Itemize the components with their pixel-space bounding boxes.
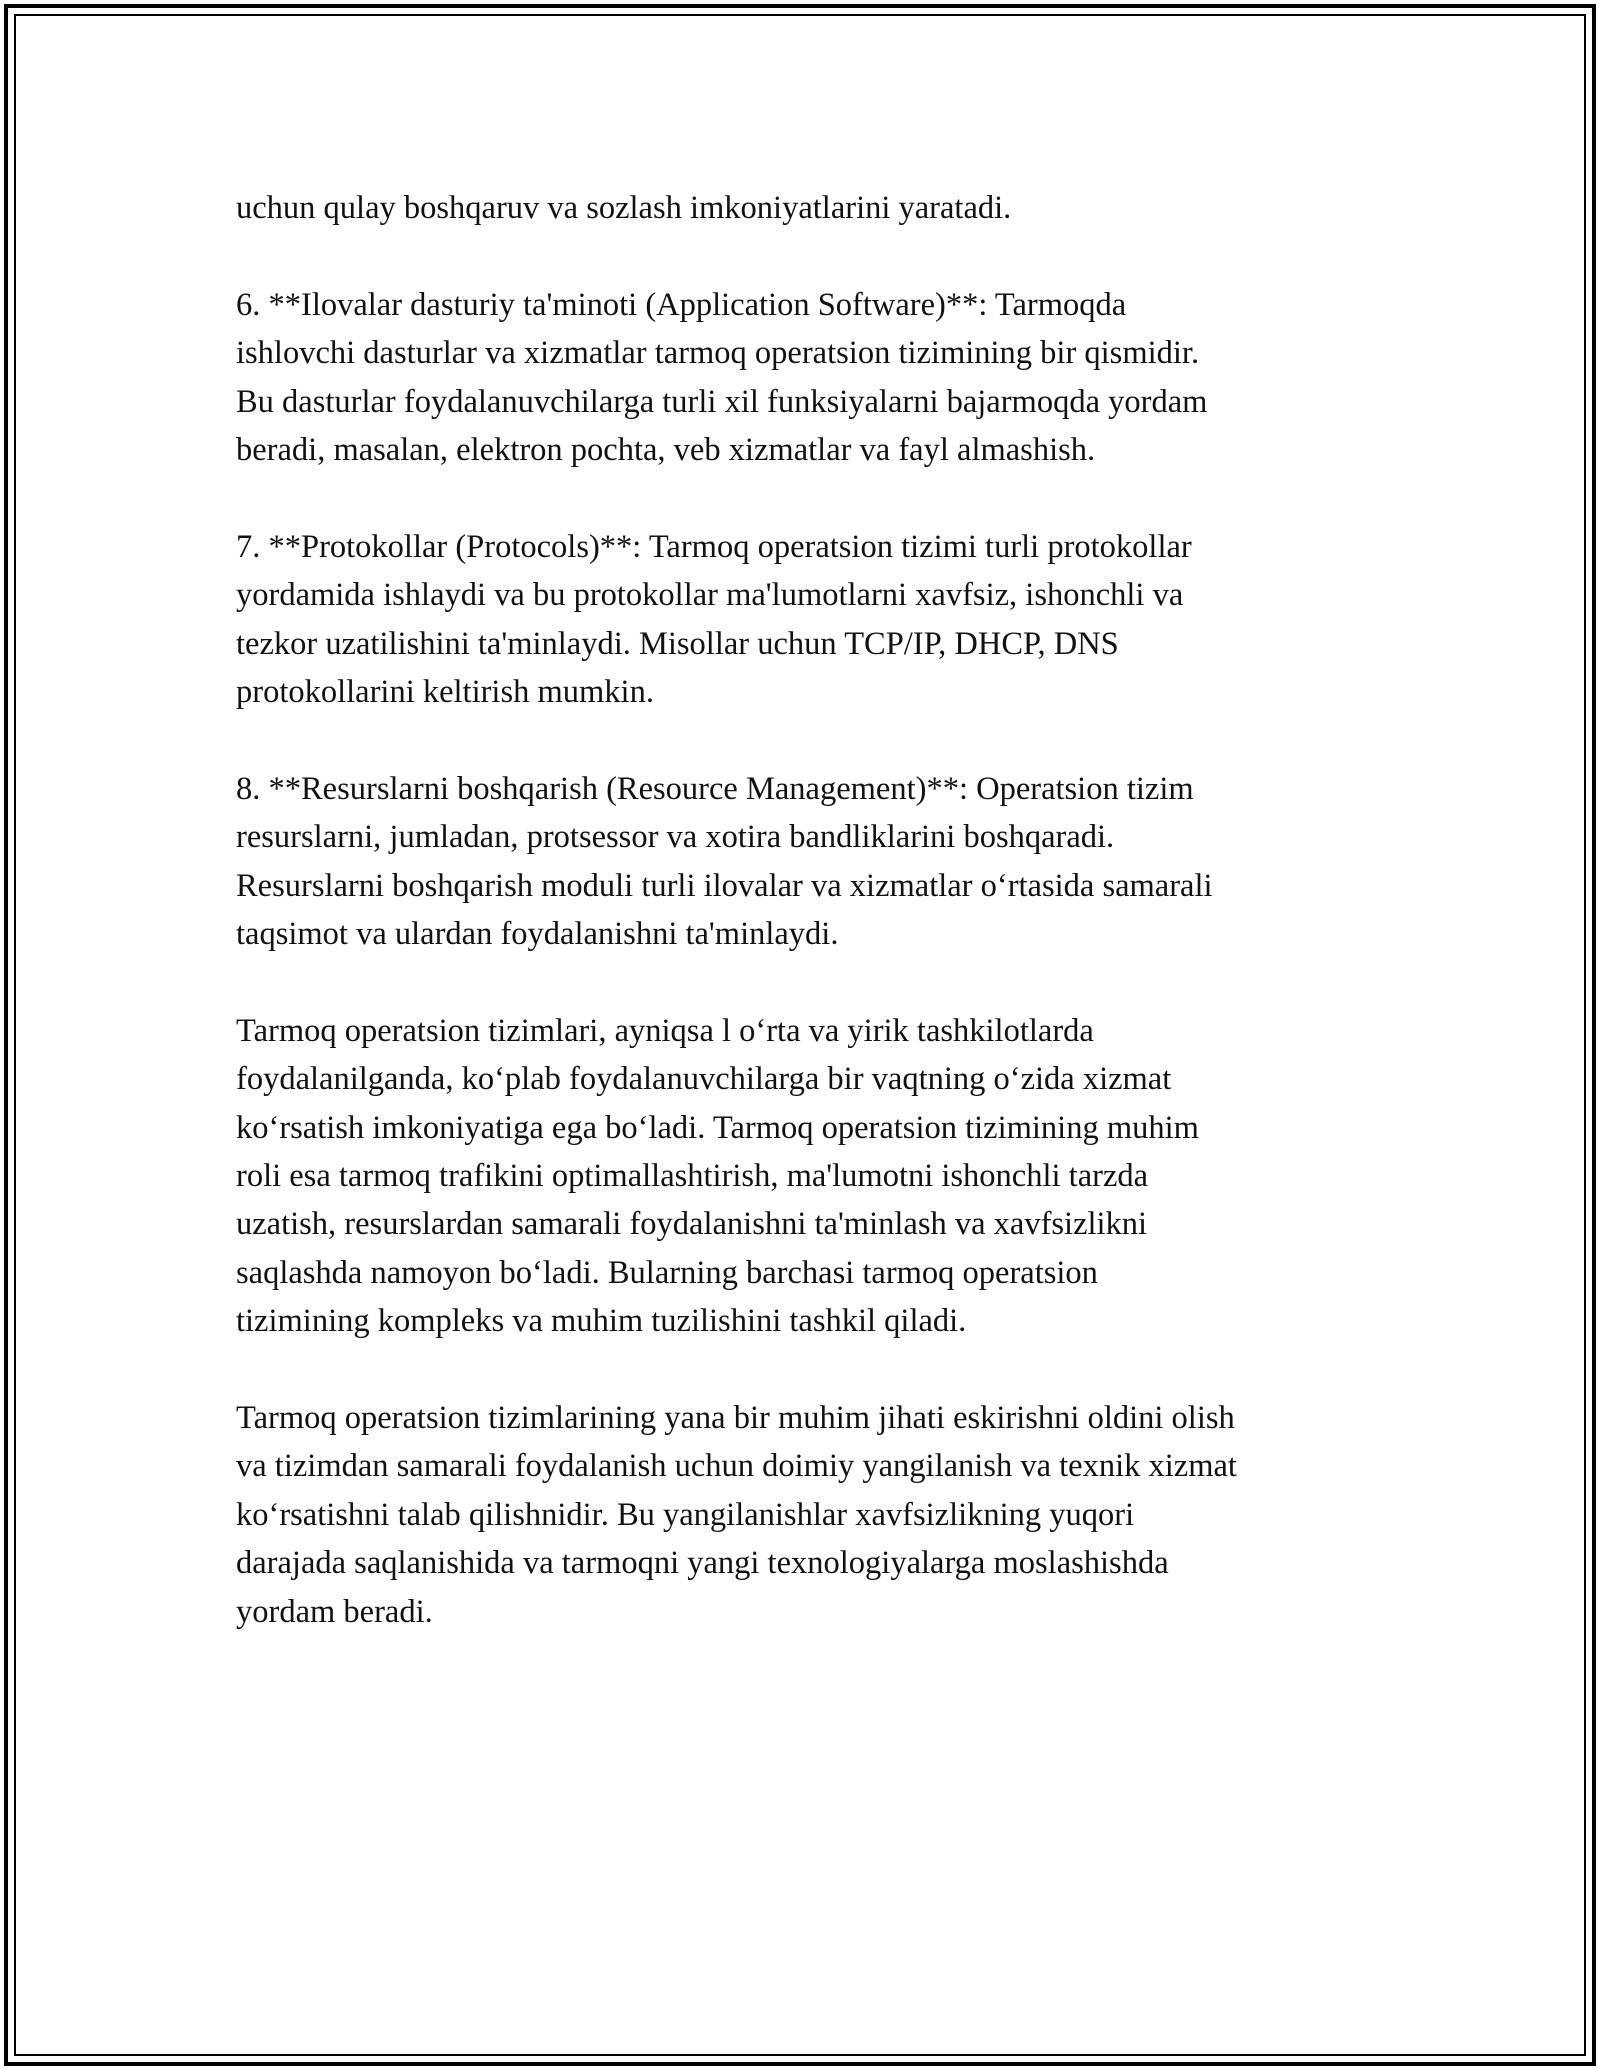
paragraph-updates-maintenance: Tarmoq operatsion tizimlarining yana bir muhim jihati eskirishni oldini olish va tizimdan samarali foydalanish uchun doimiy yangilanish va texnik xizmat ko‘rsatishni talab qilishnidir. Bu yangilanishlar xavfsizlikning yuqori darajada saqlanishida va tarmoqni yangi texnologiyalarga moslashishda yordam beradi. xyxy=(236,1400,1237,1630)
document-body xyxy=(236,184,1386,1685)
paragraph-application-software: 6. **Ilovalar dasturiy ta'minoti (Application Software)**: Tarmoqda ishlovchi dasturlar va xizmatlar tarmoq operatsion tizimining bir qismidir. Bu dasturlar foydalanuvchilarga turli xil funksiyalarni bajarmoqda yordam beradi, masalan, elektron pochta, veb xizmatlar va fayl almashish. xyxy=(236,286,1208,469)
paragraph-resource-management: 8. **Resurslarni boshqarish (Resource Management)**: Operatsion tizim resurslarni, jumladan, protsessor va xotira bandliklarini boshqaradi. Resurslarni boshqarish moduli turli ilovalar va xizmatlar o‘rtasida samarali taqsimot va ulardan foydalanishni ta'minlaydi. xyxy=(236,770,1213,953)
paragraph-intro-continuation: uchun qulay boshqaruv va sozlash imkoniyatlarini yaratadi. xyxy=(236,190,1012,226)
paragraph-network-os-role: Tarmoq operatsion tizimlari, ayniqsa l o‘rta va yirik tashkilotlarda foydalanilganda, ko‘plab foydalanuvchilarga bir vaqtning o‘zida xizmat ko‘rsatish imkoniyatiga ega bo‘ladi. Tarmoq operatsion tizimining muhim roli esa tarmoq trafikini optimallashtirish, ma'lumotni ishonchli tarzda uzatish, resurslardan samarali foydalanishni ta'minlash va xavfsizlikni saqlashda namoyon bo‘ladi. Bularning barchasi tarmoq operatsion tizimining kompleks va muhim tuzilishini tashkil qiladi. xyxy=(236,1012,1199,1340)
paragraph-protocols: 7. **Protokollar (Protocols)**: Tarmoq operatsion tizimi turli protokollar yordamida ishlaydi va bu protokollar ma'lumotlarni xavfsiz, ishonchli va tezkor uzatilishini ta'minlaydi. Misollar uchun TCP/IP, DHCP, DNS protokollarini keltirish mumkin. xyxy=(236,528,1192,711)
